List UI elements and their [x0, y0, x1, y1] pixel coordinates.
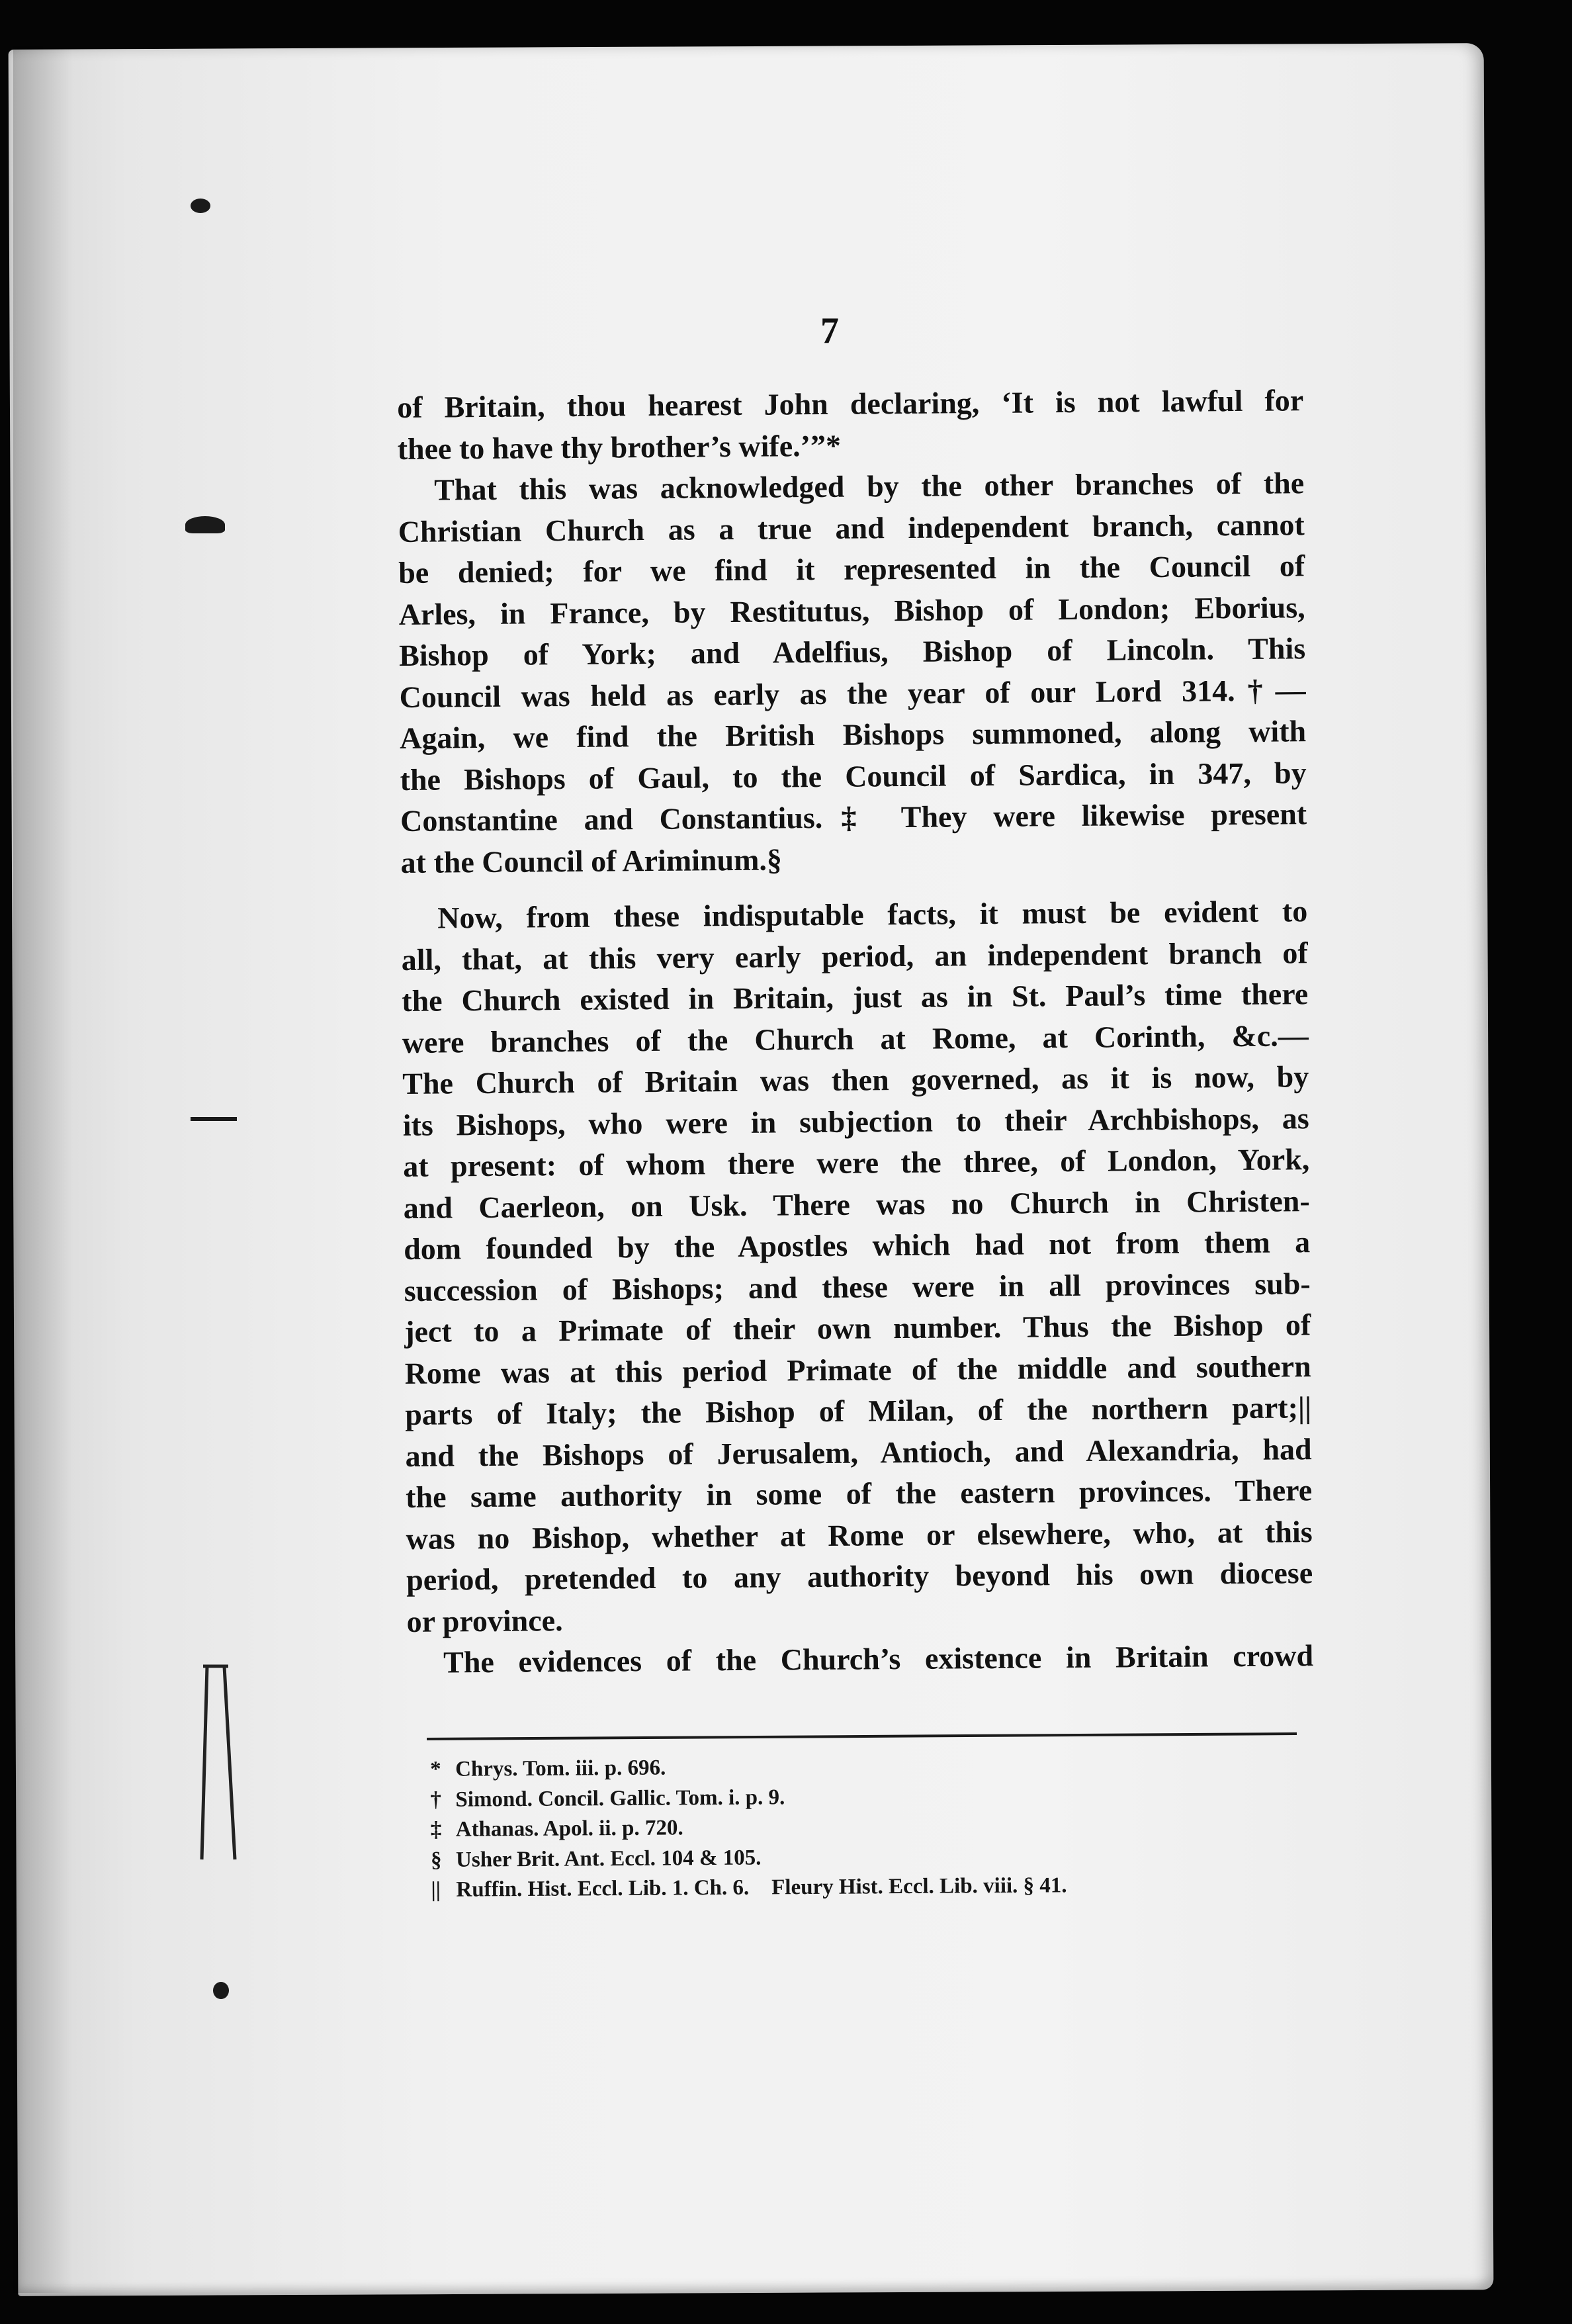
text-line: ject to a Primate of their own number. Thus the Bishop of: [404, 1308, 1311, 1349]
text-line: The Church of Britain was then governed, as it is now, by: [402, 1059, 1309, 1100]
text-line: parts of Italy; the Bishop of Milan, of the northern part;||: [404, 1390, 1312, 1431]
footnote: [430, 1750, 1066, 1785]
text-line: Bishop of York; and Adelfius, Bishop of Lincoln. This: [398, 631, 1306, 672]
text-line: dom founded by the Apostles which had not from them a: [404, 1225, 1311, 1266]
binding-shadow: [13, 46, 73, 2293]
footnote-mark: ||: [431, 1877, 441, 1902]
footnote-mark: ‡: [430, 1817, 442, 1842]
page-number: 7: [820, 310, 839, 351]
text-line: the Church existed in Britain, just as in St. Paul’s time there: [402, 977, 1309, 1018]
ink-speck: [213, 1982, 229, 1999]
text-line: the same authority in some of the eastern provinces. There: [405, 1473, 1313, 1514]
text-line: the Bishops of Gaul, to the Council of Sardica, in 347, by: [400, 755, 1307, 797]
text-line: and Caerleon, on Usk. There was no Church in Christen-: [403, 1183, 1310, 1225]
footnote-mark: *: [430, 1757, 441, 1781]
text-line: all, that, at this very early period, an independent branch of: [401, 935, 1308, 977]
text-line: at present: of whom there were the three, of London, York,: [403, 1142, 1310, 1183]
binding-clip-mark: [195, 1661, 248, 1873]
text-line: succession of Bishops; and these were in all provinces sub-: [404, 1266, 1311, 1308]
text-line: Christian Church as a true and independent branch, cannot: [398, 507, 1305, 549]
ink-speck: [185, 516, 225, 533]
text-line: of Britain, thou hearest John declaring, ‘It is not lawful for: [397, 383, 1304, 424]
text-line: were branches of the Church at Rome, at Corinth, &c.—: [402, 1018, 1309, 1059]
footnote: [431, 1841, 1067, 1875]
footnote: [431, 1810, 1067, 1845]
text-line: thee to have thy brother’s wife.’”*: [397, 428, 842, 466]
text-line: be denied; for we find it represented in the Council of: [398, 549, 1305, 590]
text-line: Again, we find the British Bishops summoned, along with: [399, 714, 1307, 755]
text-line: Council was held as early as the year of our Lord 314.†—: [399, 672, 1306, 714]
clip-shape: [195, 1661, 248, 1873]
footnote-text: Usher Brit. Ant. Eccl. 104 & 105.: [455, 1846, 762, 1872]
ink-dash: [191, 1117, 237, 1121]
text-line: Rome was at this period Primate of the middle and southern: [404, 1349, 1311, 1390]
footnote-text: Athanas. Apol. ii. p. 720.: [455, 1816, 683, 1842]
footnotes: [430, 1750, 1067, 1905]
text-line: The evidences of the Church’s existence in Britain crowd: [443, 1638, 1314, 1679]
footnote: [430, 1781, 1066, 1815]
footnote-text: Simond. Concil. Gallic. Tom. i. p. 9.: [455, 1785, 785, 1812]
text-line: Constantine and Constantius.‡ They were likewise present: [400, 797, 1307, 838]
text-line: Now, from these indisputable facts, it must be evident to: [437, 894, 1308, 935]
footnote-extra: Fleury Hist. Eccl. Lib. viii. § 41.: [771, 1873, 1067, 1900]
footnote-mark: †: [430, 1787, 442, 1812]
text-line: at the Council of Ariminum.§: [400, 842, 783, 879]
footnote-mark: §: [430, 1848, 442, 1872]
body-text: [397, 380, 1313, 1683]
text-line: its Bishops, who were in subjection to their Archbishops, as: [402, 1100, 1309, 1142]
footnote-text: Chrys. Tom. iii. p. 696.: [455, 1756, 666, 1781]
text-line: or province.: [406, 1603, 563, 1638]
text-line: and the Bishops of Jerusalem, Antioch, and Alexandria, had: [405, 1431, 1312, 1473]
footnote: [431, 1871, 1067, 1905]
text-line: period, pretended to any authority beyond his own diocese: [406, 1556, 1313, 1597]
text-line: was no Bishop, whether at Rome or elsewhere, who, at this: [406, 1514, 1313, 1556]
ink-speck: [191, 199, 210, 213]
footnote-text: Ruffin. Hist. Eccl. Lib. 1. Ch. 6.: [456, 1875, 750, 1902]
text-line: Arles, in France, by Restitutus, Bishop of London; Eborius,: [398, 590, 1305, 631]
text-line: That this was acknowledged by the other branches of the: [434, 466, 1305, 507]
